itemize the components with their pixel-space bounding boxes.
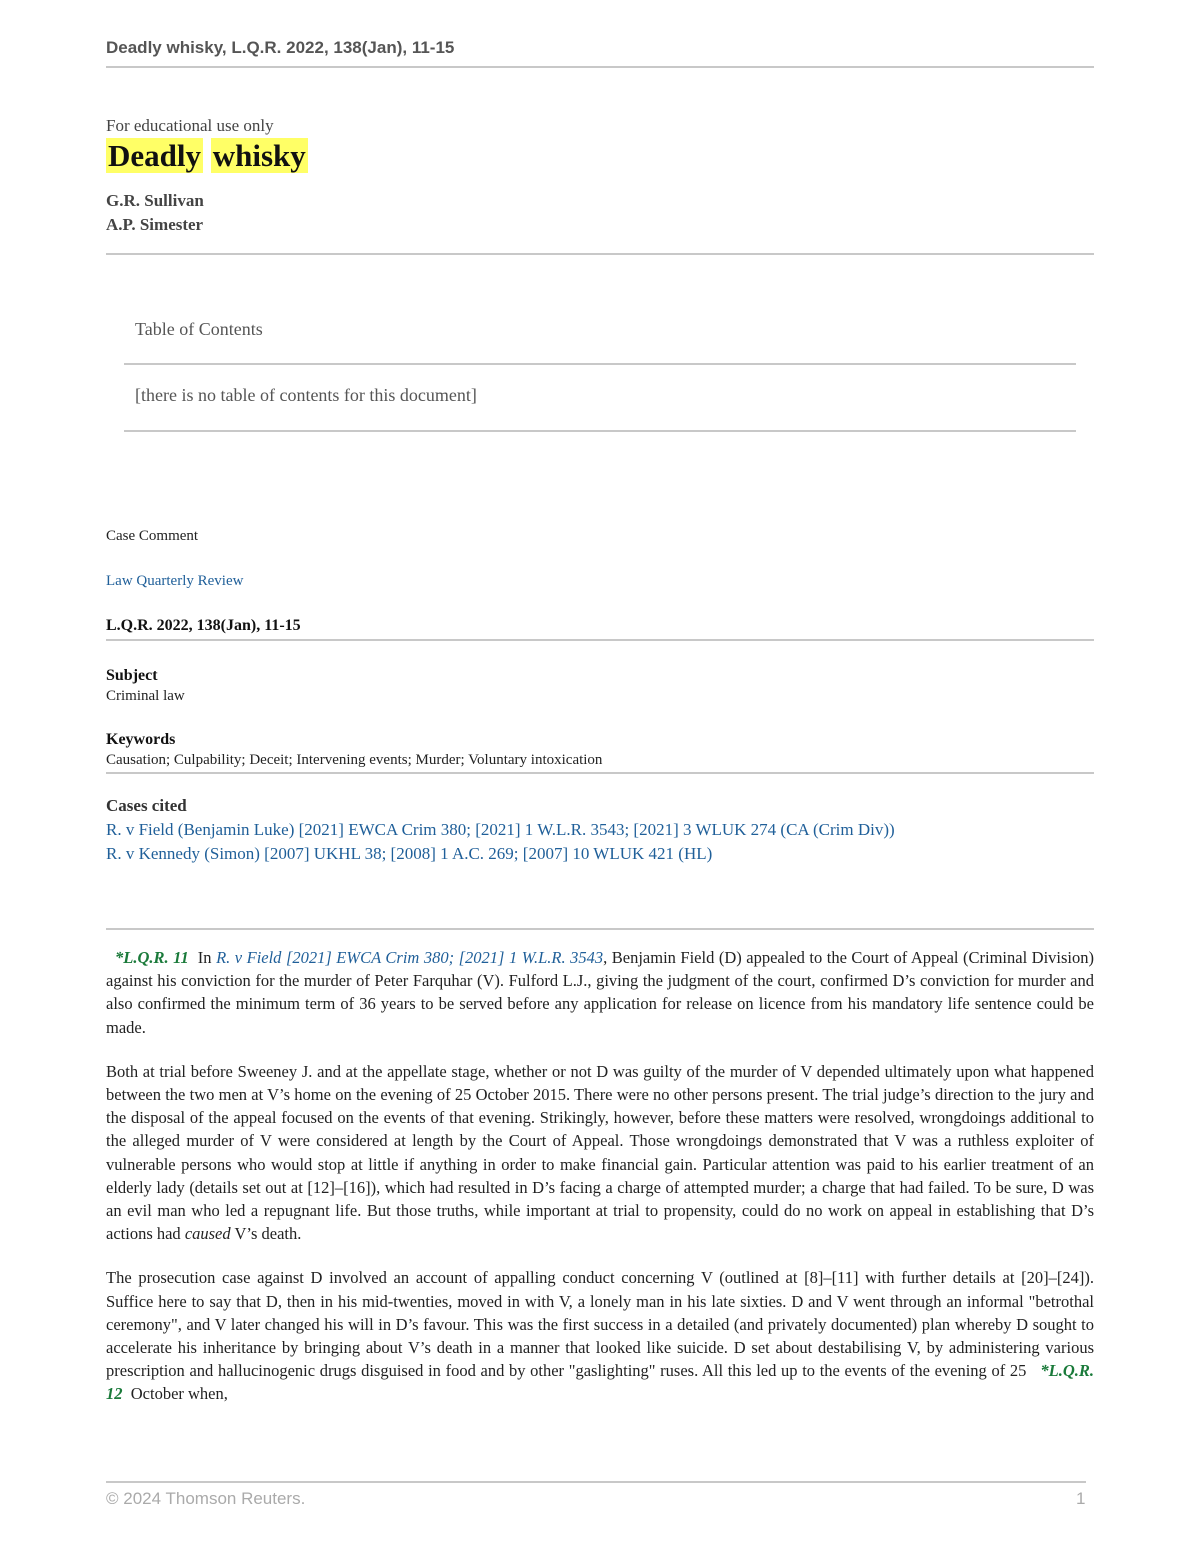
subject-section xyxy=(106,665,185,707)
text-span: October when, xyxy=(130,1384,228,1404)
paragraph xyxy=(106,1060,1094,1246)
keywords-divider xyxy=(106,772,1094,774)
toc-divider xyxy=(124,363,1076,365)
journal-link[interactable]: Law Quarterly Review xyxy=(106,573,244,589)
cases-cited-label: Cases cited xyxy=(106,796,187,815)
paragraph xyxy=(106,946,1094,1039)
page-marker: *L.Q.R. 12 xyxy=(106,1361,1094,1404)
case-link[interactable]: R. v Field (Benjamin Luke) [2021] EWCA Crim 380; [2021] 1 W.L.R. 3543; [2021] 3 WLUK 274 (CA (Crim Div)) xyxy=(106,820,895,839)
toc-divider xyxy=(124,430,1076,432)
author-list xyxy=(106,189,204,237)
text-span: In xyxy=(197,948,212,967)
header-divider xyxy=(106,66,1094,68)
keywords-label: Keywords xyxy=(106,731,176,748)
document-type: Case Comment xyxy=(106,528,199,544)
page-marker: *L.Q.R. 11 xyxy=(115,948,189,967)
footer-divider xyxy=(106,1481,1086,1483)
toc-empty-message: [there is no table of contents for this document] xyxy=(135,385,477,405)
copyright-notice: © 2024 Thomson Reuters. xyxy=(106,1489,306,1508)
author-name: G.R. Sullivan xyxy=(106,191,204,210)
keywords-section xyxy=(106,729,602,771)
title-word-2: whisky xyxy=(212,138,306,173)
subject-value: Criminal law xyxy=(106,688,185,704)
text-span: , Benjamin Field (D) appealed to the Court of Appeal (Criminal Division) against his conviction for the murder of Peter Farquhar (V). Fulford L.J., giving the judgment of the court, confirmed D’s conviction for murder and also confirmed the minimum term of 36 years to be served before any application for release on licence from his mandatory life sentence could be made. xyxy=(106,948,1095,1037)
keywords-value: Causation; Culpability; Deceit; Intervening events; Murder; Voluntary intoxication xyxy=(106,752,603,768)
case-link[interactable]: R. v Kennedy (Simon) [2007] UKHL 38; [2008] 1 A.C. 269; [2007] 10 WLUK 421 (HL) xyxy=(106,844,713,863)
cases-cited-section xyxy=(106,794,895,866)
toc-heading: Table of Contents xyxy=(135,319,263,339)
paragraph xyxy=(106,1266,1094,1405)
citation: L.Q.R. 2022, 138(Jan), 11-15 xyxy=(106,617,301,634)
article-body xyxy=(106,946,1094,1427)
title-divider xyxy=(106,253,1094,255)
citation-divider xyxy=(106,639,1094,641)
author-name: A.P. Simester xyxy=(106,215,204,234)
text-span: The prosecution case against D involved an account of appalling conduct concerning V (outlined at [8]–[11] with further details at [20]–[24]). Suffice here to say that D, then in his mid-twenties, moved in with V, a lonely man in his late sixties. D and V went through an informal "betrothal ceremony", and V later changed his will in D’s favour. This was the first success in a detailed (and privately documented) plan whereby D sought to accelerate his inheritance by bringing about V’s death in a manner that looked like suicide. D set about destabilising V, by administering various prescription and hallucinogenic drugs disguised in food and by other "gaslighting" ruses. All this led up to the events of the evening of 25 xyxy=(106,1268,1094,1381)
page-number: 1 xyxy=(1076,1489,1086,1508)
title-word-1: Deadly xyxy=(108,138,201,173)
document-title xyxy=(106,138,308,174)
subject-label: Subject xyxy=(106,667,158,684)
emphasis: caused xyxy=(184,1224,231,1244)
cases-divider xyxy=(106,928,1094,930)
case-inline-link[interactable]: R. v Field [2021] EWCA Crim 380; [2021] 1 W.L.R. 3543 xyxy=(216,948,604,967)
text-span: Both at trial before Sweeney J. and at the appellate stage, whether or not D was guilty of the murder of V depended ultimately upon what happened between the two men at V’s home on the evening of 25 October 2015. There were no other persons present. The trial judge’s direction to the jury and the disposal of the appeal focused on the events of that evening. Strikingly, however, before these matters were resolved, wrongdoings additional to the alleged murder of V were considered at length by the Court of Appeal. Those wrongdoings demonstrated that V was a ruthless exploiter of vulnerable persons who would stop at little if anything in order to make financial gain. Particular attention was paid to his earlier treatment of an elderly lady (details set out at [12]–[16]), which had resulted in D’s facing a charge of attempted murder; a charge that had failed. To be sure, D was an evil man who led a repugnant life. But those truths, while important at trial to propensity, could do no work on appeal in establishing that D’s actions had xyxy=(106,1061,1094,1244)
educational-notice: For educational use only xyxy=(106,116,274,135)
text-span: V’s death. xyxy=(234,1224,302,1244)
running-header: Deadly whisky, L.Q.R. 2022, 138(Jan), 11-15 xyxy=(106,38,455,57)
